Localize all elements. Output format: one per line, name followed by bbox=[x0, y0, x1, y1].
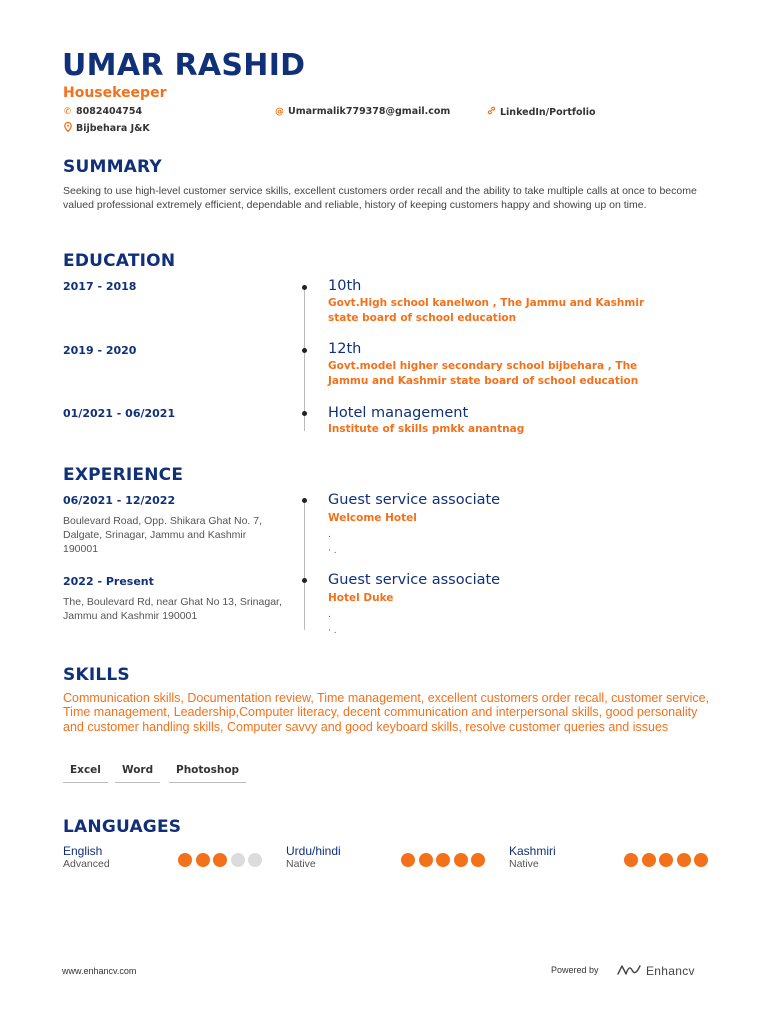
email-address[interactable]: Umarmalik779378@gmail.com bbox=[288, 106, 451, 117]
summary-text: Seeking to use high-level customer service skills, excellent customers order recall and the ability to take multiple calls at once to become valued professional extremely efficient, dependable and reliable, history of keeping customers happy and showing up on time. bbox=[63, 185, 697, 211]
language-rating bbox=[401, 853, 485, 867]
experience-company: Welcome Hotel bbox=[328, 512, 417, 524]
education-date: 01/2021 - 06/2021 bbox=[63, 407, 176, 420]
rating-dot-filled bbox=[401, 853, 415, 867]
experience-bullet: . bbox=[328, 530, 331, 540]
languages-heading: LANGUAGES bbox=[63, 817, 182, 837]
education-school: Institute of skills pmkk anantnag bbox=[328, 423, 525, 435]
language-name: English bbox=[63, 844, 103, 858]
rating-dot-filled bbox=[642, 853, 656, 867]
rating-dot-filled bbox=[178, 853, 192, 867]
rating-dot-empty bbox=[248, 853, 262, 867]
experience-heading: EXPERIENCE bbox=[63, 465, 184, 485]
experience-position: Guest service associate bbox=[328, 572, 501, 588]
location-contact bbox=[63, 122, 150, 135]
email-contact[interactable] bbox=[275, 106, 450, 117]
enhancv-logo-icon bbox=[616, 961, 642, 980]
skill-tag: Photoshop bbox=[169, 764, 246, 783]
experience-date: 06/2021 - 12/2022 bbox=[63, 494, 176, 507]
rating-dot-filled bbox=[419, 853, 433, 867]
phone-contact bbox=[63, 106, 142, 117]
location-pin-icon bbox=[63, 122, 72, 135]
job-title: Housekeeper bbox=[63, 85, 167, 101]
language-name: Kashmiri bbox=[509, 844, 556, 858]
experience-timeline-line bbox=[304, 498, 305, 630]
education-date: 2017 - 2018 bbox=[63, 280, 137, 293]
timeline-dot bbox=[302, 498, 307, 503]
timeline-dot bbox=[302, 578, 307, 583]
education-heading: EDUCATION bbox=[63, 251, 176, 271]
timeline-dot bbox=[302, 285, 307, 290]
education-date: 2019 - 2020 bbox=[63, 344, 137, 357]
experience-bullet: . bbox=[328, 610, 331, 620]
experience-date: 2022 - Present bbox=[63, 575, 154, 588]
rating-dot-filled bbox=[196, 853, 210, 867]
language-name: Urdu/hindi bbox=[286, 844, 341, 858]
education-degree: Hotel management bbox=[328, 405, 469, 421]
language-rating bbox=[178, 853, 262, 867]
location-text: Bijbehara J&K bbox=[76, 123, 150, 134]
experience-address: The, Boulevard Rd, near Ghat No 13, Srinagar, Jammu and Kashmir 190001 bbox=[63, 596, 282, 622]
education-school: Govt.High school kanelwon , The Jammu and Kashmir state board of school education bbox=[328, 297, 645, 324]
powered-by-label: Powered by bbox=[551, 965, 599, 975]
rating-dot-filled bbox=[436, 853, 450, 867]
rating-dot-filled bbox=[471, 853, 485, 867]
rating-dot-filled bbox=[659, 853, 673, 867]
rating-dot-filled bbox=[213, 853, 227, 867]
rating-dot-filled bbox=[624, 853, 638, 867]
experience-position: Guest service associate bbox=[328, 492, 501, 508]
links-text[interactable]: LinkedIn/Portfolio bbox=[500, 106, 596, 118]
experience-bullet: · . bbox=[328, 546, 337, 556]
skills-heading: SKILLS bbox=[63, 665, 130, 685]
rating-dot-filled bbox=[677, 853, 691, 867]
links-contact[interactable] bbox=[487, 106, 596, 118]
education-degree: 12th bbox=[328, 341, 362, 357]
language-level: Advanced bbox=[63, 858, 110, 870]
education-timeline-line bbox=[304, 285, 305, 431]
language-level: Native bbox=[286, 858, 316, 870]
language-level: Native bbox=[509, 858, 539, 870]
language-rating bbox=[624, 853, 708, 867]
experience-bullet: · . bbox=[328, 626, 337, 636]
summary-heading: SUMMARY bbox=[63, 157, 162, 177]
phone-icon: ✆ bbox=[63, 106, 72, 117]
skill-tag: Word bbox=[115, 764, 160, 783]
candidate-name: UMAR RASHID bbox=[62, 48, 306, 83]
education-degree: 10th bbox=[328, 278, 362, 294]
phone-number: 8082404754 bbox=[76, 106, 143, 117]
at-icon: @ bbox=[275, 106, 284, 117]
experience-company: Hotel Duke bbox=[328, 592, 394, 604]
skill-tag: Excel bbox=[63, 764, 108, 783]
skills-text: Communication skills, Documentation review, Time management, excellent customers order recall, customer service, Time management, Leadership,Computer literacy, decent communication and interpersonal skills, good personality and customer handling skills, Computer savvy and good keyboard skills, resolve customer queries and issues bbox=[63, 691, 710, 734]
rating-dot-filled bbox=[454, 853, 468, 867]
education-school: Govt.model higher secondary school bijbehara , The Jammu and Kashmir state board of school education bbox=[328, 360, 639, 387]
timeline-dot bbox=[302, 411, 307, 416]
brand-name: Enhancv bbox=[646, 963, 695, 978]
footer-url[interactable]: www.enhancv.com bbox=[62, 966, 137, 976]
rating-dot-filled bbox=[694, 853, 708, 867]
brand-logo[interactable] bbox=[616, 961, 695, 980]
timeline-dot bbox=[302, 348, 307, 353]
rating-dot-empty bbox=[231, 853, 245, 867]
link-icon bbox=[487, 106, 496, 118]
experience-address: Boulevard Road, Opp. Shikara Ghat No. 7, Dalgate, Srinagar, Jammu and Kashmir 190001 bbox=[63, 515, 263, 555]
